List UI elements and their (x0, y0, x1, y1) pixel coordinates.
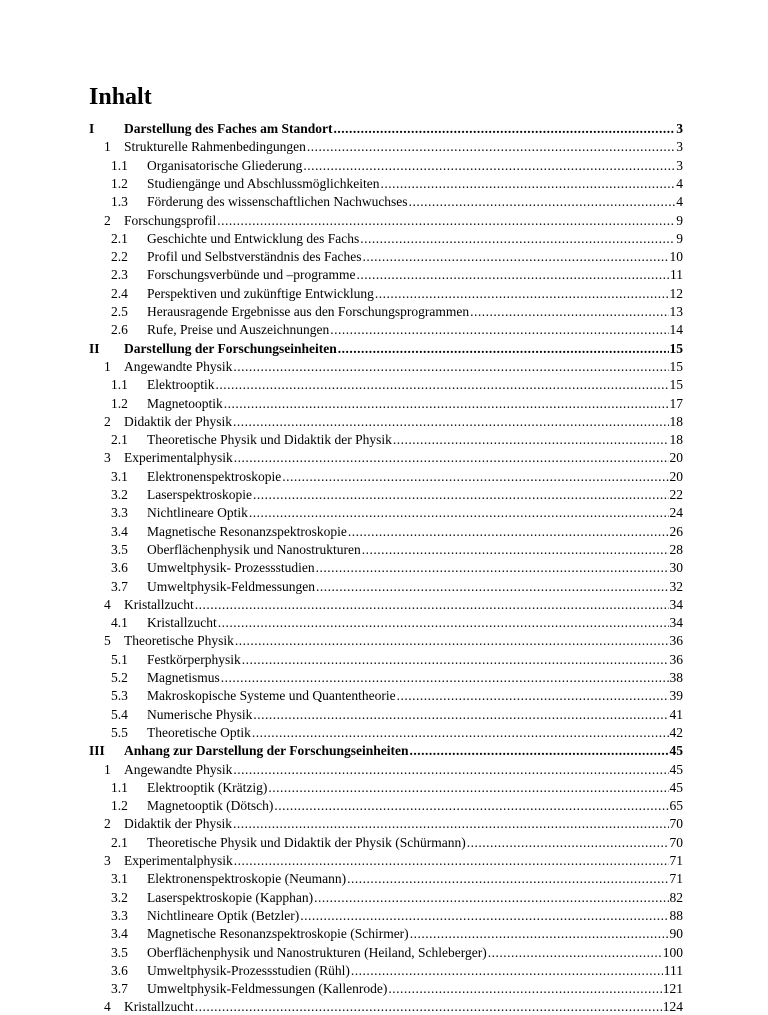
toc-entry (104, 411, 683, 430)
toc-entry (111, 960, 683, 979)
page-title: Inhalt (89, 84, 152, 110)
toc-entry-label: Magnetismus (147, 670, 220, 685)
toc-dot-leader (221, 669, 669, 686)
toc-entry-page: 65 (669, 798, 683, 814)
toc-entry-label: Didaktik der Physik (124, 413, 232, 429)
toc-entry-page: 9 (676, 212, 683, 228)
toc-dot-leader (488, 944, 662, 961)
toc-entry (111, 319, 683, 338)
toc-entry-number: III (89, 743, 105, 759)
toc-entry-page: 70 (669, 816, 683, 832)
toc-dot-leader (224, 395, 669, 412)
toc-entry-page: 32 (669, 578, 683, 594)
toc-entry (104, 630, 683, 649)
toc-entry-page: 11 (670, 267, 683, 283)
toc-dot-leader (253, 486, 669, 503)
toc-entry (111, 466, 683, 485)
toc-entry-label: Anhang zur Darstellung der Forschungseinheiten (124, 743, 409, 759)
toc-dot-leader (351, 962, 663, 979)
toc-entry-page: 18 (669, 413, 683, 429)
toc-entry (111, 246, 683, 265)
toc-entry (111, 704, 683, 723)
toc-entry-label: Experimentalphysik (124, 450, 233, 466)
toc-dot-leader (268, 779, 668, 796)
toc-entry (111, 429, 683, 448)
toc-entry-page: 90 (669, 926, 683, 942)
toc-entry-number: 1.2 (111, 175, 128, 191)
toc-dot-leader (253, 706, 668, 723)
toc-dot-leader (338, 340, 669, 357)
toc-dot-leader (242, 651, 669, 668)
toc-entry-label: Herausragende Ergebnisse aus den Forschungsprogrammen (147, 304, 470, 319)
toc-entry-number: 5.5 (111, 724, 128, 740)
toc-entry-number: 2.4 (111, 285, 128, 301)
toc-entry-number: 4.1 (111, 615, 128, 631)
toc-entry-page: 34 (669, 615, 683, 631)
toc-entry-label: Magnetooptik (147, 395, 223, 411)
toc-entry (111, 685, 683, 704)
toc-entry-page: 14 (669, 322, 683, 338)
toc-entry-number: 4 (104, 596, 111, 612)
toc-entry-page: 15 (669, 340, 683, 356)
toc-dot-leader (307, 138, 675, 155)
toc-entry-number: 1 (104, 358, 111, 374)
toc-entry-page: 100 (662, 944, 683, 960)
toc-entry-page: 18 (669, 432, 683, 448)
toc-entry-page: 20 (669, 468, 683, 484)
toc-entry-page: 70 (669, 834, 683, 850)
toc-entry (111, 942, 683, 961)
toc-entry-number: 1 (104, 139, 111, 155)
toc-entry-page: 4 (676, 194, 683, 210)
toc-entry-number: 2.3 (111, 267, 128, 283)
toc-entry-label: Theoretische Physik und Didaktik der Physik (147, 432, 392, 448)
toc-dot-leader (388, 980, 661, 997)
toc-entry-label: Oberflächenphysik und Nanostrukturen (Heiland, Schleberger) (147, 944, 487, 960)
toc-entry (104, 356, 683, 375)
toc-entry-page: 4 (676, 175, 683, 191)
toc-entry-label: Oberflächenphysik und Nanostrukturen (147, 541, 361, 557)
toc-entry (111, 832, 683, 851)
toc-entry-page: 10 (669, 249, 683, 265)
toc-entry-number: 3.7 (111, 981, 128, 997)
toc-entry-label: Studiengänge und Abschlussmöglichkeiten (147, 175, 380, 191)
toc-entry-page: 17 (669, 395, 683, 411)
toc-entry-label: Magnetische Resonanzspektroskopie (Schirmer) (147, 926, 409, 942)
toc-dot-leader (356, 266, 669, 283)
toc-entry-label: Umweltphysik- Prozessstudien (147, 560, 315, 576)
toc-dot-leader (470, 303, 668, 320)
toc-entry-page: 15 (669, 358, 683, 374)
toc-entry-label: Strukturelle Rahmenbedingungen (124, 139, 306, 155)
toc-entry-label: Kristallzucht (124, 999, 194, 1015)
toc-entry (111, 795, 683, 814)
toc-entry-page: 26 (669, 523, 683, 539)
toc-dot-leader (362, 541, 669, 558)
toc-entry-page: 36 (669, 651, 683, 667)
toc-entry-label: Angewandte Physik (124, 761, 233, 777)
toc-entry-page: 39 (669, 688, 683, 704)
toc-entry-number: 1.3 (111, 194, 128, 210)
toc-dot-leader (303, 157, 675, 174)
toc-entry-number: 2.6 (111, 322, 128, 338)
toc-entry (104, 759, 683, 778)
toc-entry-page: 9 (676, 230, 683, 246)
toc-entry (111, 905, 683, 924)
toc-entry-page: 42 (669, 724, 683, 740)
toc-entry-label: Laserspektroskopie (147, 487, 252, 502)
toc-entry (104, 996, 683, 1015)
toc-entry (104, 594, 683, 613)
toc-dot-leader (216, 376, 669, 393)
toc-entry-label: Laserspektroskopie (Kapphan) (147, 889, 314, 905)
toc-entry-page: 15 (669, 377, 683, 393)
toc-entry-number: 1.1 (111, 157, 128, 173)
toc-entry-number: 2.1 (111, 432, 128, 448)
toc-entry-page: 45 (669, 761, 683, 777)
toc-entry-page: 124 (662, 999, 683, 1015)
toc-entry-page: 28 (669, 541, 683, 557)
toc-entry-page: 121 (662, 981, 683, 997)
toc-entry (111, 777, 683, 796)
toc-dot-leader (249, 504, 669, 521)
toc-entry-number: 5.1 (111, 651, 128, 667)
toc-entry-number: 3.7 (111, 578, 128, 594)
toc-entry-label: Organisatorische Gliederung (147, 157, 303, 173)
toc-dot-leader (233, 815, 669, 832)
toc-entry (111, 301, 683, 320)
toc-entry-number: 3.3 (111, 505, 128, 521)
toc-entry (111, 283, 683, 302)
toc-entry (111, 612, 683, 631)
toc-dot-leader (316, 578, 669, 595)
toc-entry-number: 5.3 (111, 688, 128, 704)
toc-entry-label: Perspektiven und zukünftige Entwicklung (147, 285, 374, 301)
toc-entry-number: 3.5 (111, 944, 128, 960)
toc-entry-number: 5.2 (111, 670, 128, 685)
toc-dot-leader (233, 358, 668, 375)
toc-entry-number: 2 (104, 816, 111, 832)
toc-entry-number: 3.6 (111, 560, 128, 576)
toc-entry (111, 722, 683, 741)
toc-entry-label: Makroskopische Systeme und Quantentheorie (147, 688, 396, 704)
toc-entry-label: Festkörperphysik (147, 651, 241, 667)
toc-entry (111, 978, 683, 997)
toc-entry-page: 45 (669, 779, 683, 795)
toc-entry-number: 3.6 (111, 962, 128, 978)
toc-dot-leader (410, 742, 669, 759)
toc-dot-leader (274, 797, 668, 814)
toc-entry-label: Magnetische Resonanzspektroskopie (147, 523, 347, 539)
toc-entry-number: 1.1 (111, 779, 128, 795)
toc-entry (111, 155, 683, 174)
toc-entry-label: Profil und Selbstverständnis des Faches (147, 249, 362, 265)
toc-entry-page: 41 (669, 706, 683, 722)
toc-entry (111, 502, 683, 521)
toc-entry-page: 3 (676, 157, 683, 173)
toc-entry-label: Theoretische Physik (124, 633, 234, 649)
toc-entry-label: Darstellung des Faches am Standort (124, 121, 333, 136)
toc-dot-leader (362, 248, 668, 265)
toc-entry-number: I (89, 121, 95, 136)
toc-entry-number: 1.1 (111, 377, 128, 393)
toc-entry (111, 539, 683, 558)
toc-dot-leader (195, 596, 669, 613)
toc-entry (111, 576, 683, 595)
toc-entry-page: 111 (663, 962, 683, 978)
toc-entry-number: 2.5 (111, 304, 128, 319)
toc-entry (111, 191, 683, 210)
toc-entry-number: 4 (104, 999, 111, 1015)
toc-entry (111, 264, 683, 283)
toc-entry-label: Forschungsverbünde und –programme (147, 267, 356, 283)
toc-entry-page: 3 (676, 139, 683, 155)
toc-entry-number: 2.1 (111, 834, 128, 850)
toc-entry-label: Forschungsprofil (124, 212, 217, 228)
toc-entry (111, 228, 683, 247)
toc-entry (89, 118, 683, 137)
toc-entry-number: 2.2 (111, 249, 128, 265)
toc-entry-label: Didaktik der Physik (124, 816, 232, 832)
toc-dot-leader (233, 761, 668, 778)
toc-entry-label: Theoretische Optik (147, 724, 251, 740)
toc-entry (104, 136, 683, 155)
toc-dot-leader (252, 724, 669, 741)
toc-dot-leader (410, 925, 669, 942)
toc-entry-label: Umweltphysik-Prozessstudien (Rühl) (147, 962, 350, 978)
toc-entry (111, 667, 683, 686)
toc-entry-label: Nichtlineare Optik (Betzler) (147, 907, 300, 923)
toc-entry (111, 868, 683, 887)
toc-entry-number: 3.5 (111, 541, 128, 557)
toc-entry-page: 45 (669, 743, 683, 759)
toc-entry (111, 887, 683, 906)
toc-entry-page: 82 (669, 889, 683, 905)
toc-entry-label: Elektrooptik (147, 377, 215, 393)
toc-entry-label: Magnetooptik (Dötsch) (147, 798, 274, 814)
toc-entry-label: Kristallzucht (124, 596, 194, 612)
toc-dot-leader (397, 687, 669, 704)
toc-entry-number: 5 (104, 633, 111, 649)
toc-entry-page: 12 (669, 285, 683, 301)
toc-entry (111, 374, 683, 393)
toc-entry-page: 34 (669, 596, 683, 612)
toc-entry-label: Darstellung der Forschungseinheiten (124, 340, 337, 356)
toc-entry-page: 88 (669, 907, 683, 923)
toc-dot-leader (195, 998, 662, 1015)
toc-entry-number: 3.4 (111, 926, 128, 942)
toc-entry-page: 20 (669, 450, 683, 466)
toc-entry-page: 3 (676, 121, 683, 136)
toc-entry-label: Elektrooptik (Krätzig) (147, 779, 268, 795)
toc-entry-number: 2 (104, 413, 111, 429)
toc-entry-page: 71 (669, 871, 683, 887)
toc-entry-number: 1.2 (111, 395, 128, 411)
toc-entry-label: Elektronenspektroskopie (147, 468, 282, 484)
toc-entry-number: 3.4 (111, 523, 128, 539)
toc-entry-label: Geschichte und Entwicklung des Fachs (147, 230, 360, 246)
toc-entry (89, 338, 683, 357)
toc-entry-label: Rufe, Preise und Auszeichnungen (147, 322, 330, 338)
toc-entry-number: II (89, 340, 100, 356)
toc-entry-page: 24 (669, 505, 683, 521)
toc-entry-page: 22 (669, 487, 683, 502)
toc-dot-leader (393, 431, 669, 448)
toc-entry (104, 813, 683, 832)
toc-entry-number: 5.4 (111, 706, 128, 722)
toc-entry-label: Theoretische Physik und Didaktik der Physik (Schürmann) (147, 834, 466, 850)
toc-dot-leader (234, 852, 669, 869)
toc-dot-leader (316, 559, 669, 576)
toc-entry-page: 71 (669, 853, 683, 868)
toc-dot-leader (314, 889, 668, 906)
toc-dot-leader (375, 285, 669, 302)
toc-entry (111, 173, 683, 192)
toc-entry-number: 3.3 (111, 907, 128, 923)
toc-dot-leader (348, 523, 669, 540)
toc-entry-number: 3 (104, 450, 111, 466)
toc-dot-leader (334, 120, 676, 137)
toc-entry (104, 210, 683, 229)
toc-entry-number: 3.1 (111, 468, 128, 484)
toc-entry (111, 923, 683, 942)
toc-entry-page: 13 (669, 304, 683, 319)
toc-entry-label: Umweltphysik-Feldmessungen (147, 578, 315, 594)
toc-entry (111, 484, 683, 503)
toc-entry (111, 521, 683, 540)
toc-entry-number: 2 (104, 212, 111, 228)
toc-entry-page: 30 (669, 560, 683, 576)
toc-entry-page: 38 (669, 670, 683, 685)
toc-entry-number: 2.1 (111, 230, 128, 246)
toc-entry-number: 3.2 (111, 889, 128, 905)
toc-dot-leader (233, 413, 669, 430)
toc-entry-label: Angewandte Physik (124, 358, 233, 374)
toc-dot-leader (467, 834, 669, 851)
toc-dot-leader (347, 870, 668, 887)
toc-entry-number: 3.2 (111, 487, 128, 502)
toc-dot-leader (218, 614, 669, 631)
toc-dot-leader (409, 193, 676, 210)
toc-dot-leader (300, 907, 668, 924)
toc-entry-number: 3.1 (111, 871, 128, 887)
toc-entry-label: Kristallzucht (147, 615, 217, 631)
toc-dot-leader (217, 212, 675, 229)
toc-entry (111, 557, 683, 576)
toc-entry (89, 740, 683, 759)
toc-entry-label: Numerische Physik (147, 706, 253, 722)
toc-entry-number: 1 (104, 761, 111, 777)
toc-entry (111, 393, 683, 412)
toc-entry (104, 447, 683, 466)
toc-dot-leader (234, 449, 669, 466)
toc-entry-number: 1.2 (111, 798, 128, 814)
toc-dot-leader (282, 468, 668, 485)
toc-dot-leader (330, 321, 668, 338)
toc-entry (104, 850, 683, 869)
toc-dot-leader (235, 632, 669, 649)
toc-entry-label: Umweltphysik-Feldmessungen (Kallenrode) (147, 981, 388, 997)
toc-entry-label: Nichtlineare Optik (147, 505, 248, 521)
toc-entry (111, 649, 683, 668)
toc-dot-leader (360, 230, 675, 247)
toc-entry-label: Förderung des wissenschaftlichen Nachwuchses (147, 194, 408, 210)
toc-entry-page: 36 (669, 633, 683, 649)
toc-entry-number: 3 (104, 853, 111, 868)
toc-dot-leader (380, 175, 675, 192)
toc-entry-label: Elektronenspektroskopie (Neumann) (147, 871, 347, 887)
toc-entry-label: Experimentalphysik (124, 853, 233, 868)
